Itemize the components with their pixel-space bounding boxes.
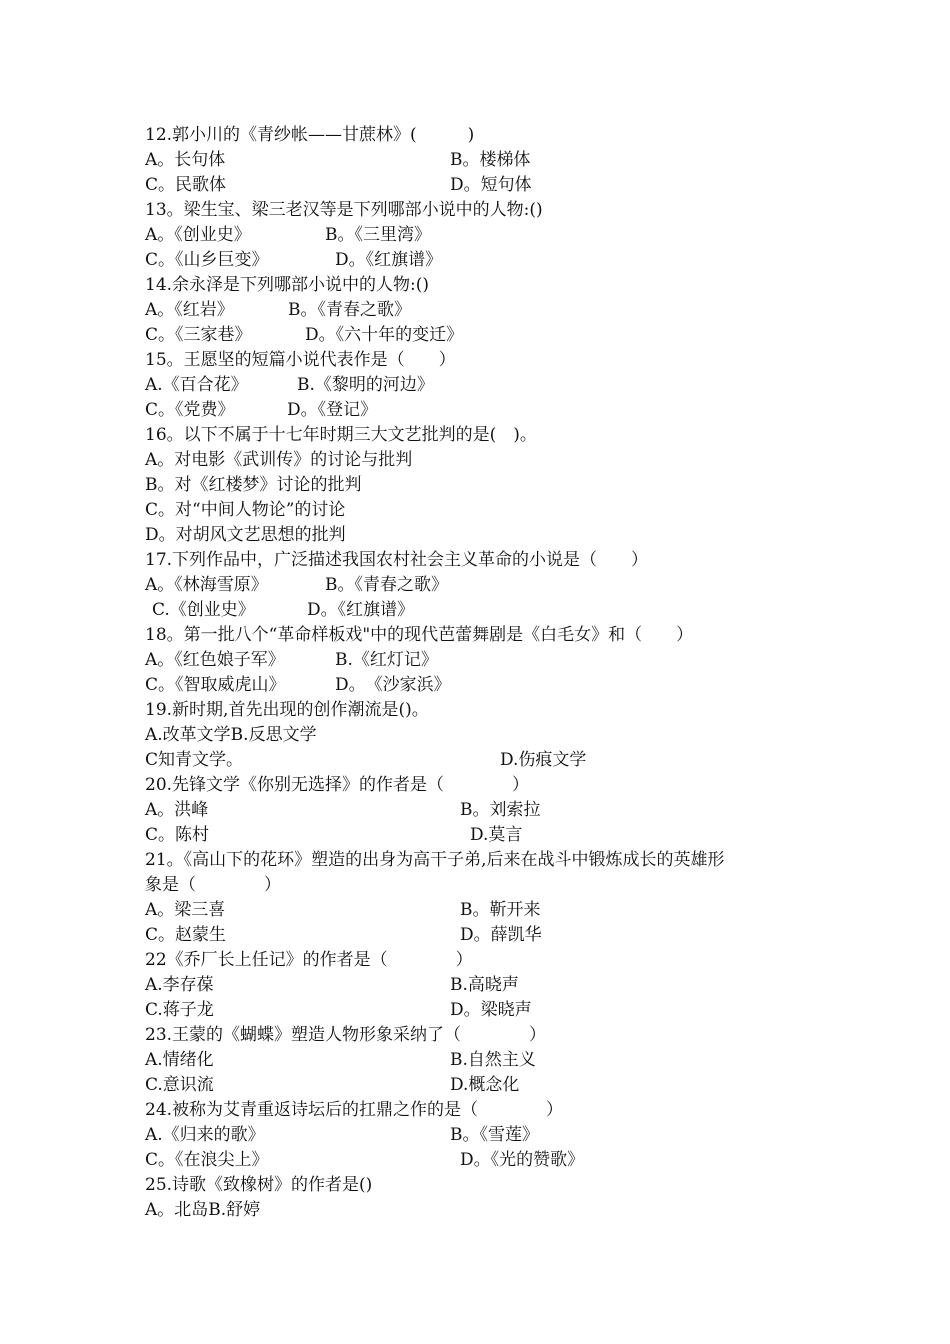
option-14-c: C。《三家巷》 bbox=[145, 325, 252, 345]
option-19-ab: A.改革文学B.反思文学 bbox=[145, 725, 317, 745]
question-13: 13。梁生宝、梁三老汉等是下列哪部小说中的人物:() bbox=[145, 200, 543, 220]
option-16-c: C。对“中间人物论”的讨论 bbox=[145, 500, 346, 520]
option-14-b: B。《青春之歌》 bbox=[288, 300, 411, 320]
question-16: 16。以下不属于十七年时期三大文艺批判的是( )。 bbox=[145, 425, 537, 445]
option-18-c: C。《智取威虎山》 bbox=[145, 675, 286, 695]
option-23-d: D.概念化 bbox=[450, 1075, 520, 1095]
question-21-cont: 象是（ ） bbox=[145, 875, 281, 895]
question-22: 22《乔厂长上任记》的作者是（ ） bbox=[145, 950, 473, 970]
question-24: 24.被称为艾青重返诗坛后的扛鼎之作的是（ ） bbox=[145, 1100, 564, 1120]
question-14: 14.余永泽是下列哪部小说中的人物:() bbox=[145, 275, 430, 295]
option-19-c: C知青文学。 bbox=[145, 750, 244, 770]
option-17-b: B。《青春之歌》 bbox=[325, 575, 448, 595]
option-24-b: B。《雪莲》 bbox=[450, 1125, 539, 1145]
option-22-b: B.高晓声 bbox=[450, 975, 519, 995]
option-24-d: D。《光的赞歌》 bbox=[460, 1150, 585, 1170]
option-13-b: B。《三里湾》 bbox=[325, 225, 431, 245]
option-21-d: D。薛凯华 bbox=[460, 925, 542, 945]
question-25: 25.诗歌《致橡树》的作者是() bbox=[145, 1175, 373, 1195]
option-19-d: D.伤痕文学 bbox=[500, 750, 587, 770]
question-20: 20.先锋文学《你别无选择》的作者是（ ） bbox=[145, 775, 530, 795]
option-14-d: D。《六十年的变迁》 bbox=[305, 325, 464, 345]
question-12: 12.郭小川的《青纱帐——甘蔗林》( ) bbox=[145, 125, 475, 145]
option-15-a: A.《百合花》 bbox=[145, 375, 248, 395]
option-20-c: C。陈村 bbox=[145, 825, 210, 845]
option-22-a: A.李存葆 bbox=[145, 975, 214, 995]
option-15-b: B.《黎明的河边》 bbox=[297, 375, 434, 395]
option-23-b: B.自然主义 bbox=[450, 1050, 536, 1070]
option-12-a: A。长句体 bbox=[145, 150, 226, 170]
option-18-a: A。《红色娘子军》 bbox=[145, 650, 285, 670]
question-17: 17.下列作品中，广泛描述我国农村社会主义革命的小说是（ ） bbox=[145, 550, 649, 570]
option-12-d: D。短句体 bbox=[450, 175, 532, 195]
option-16-a: A。对电影《武训传》的讨论与批判 bbox=[145, 450, 413, 470]
option-12-c: C。民歌体 bbox=[145, 175, 227, 195]
option-20-b: B。刘索拉 bbox=[460, 800, 541, 820]
option-21-b: B。靳开来 bbox=[460, 900, 541, 920]
option-13-c: C。《山乡巨变》 bbox=[145, 250, 269, 270]
option-21-c: C。赵蒙生 bbox=[145, 925, 227, 945]
option-24-c: C。《在浪尖上》 bbox=[145, 1150, 269, 1170]
option-14-a: A。《红岩》 bbox=[145, 300, 234, 320]
option-21-a: A。梁三喜 bbox=[145, 900, 226, 920]
option-20-d: D.莫言 bbox=[470, 825, 523, 845]
option-25-ab: A。北岛B.舒婷 bbox=[145, 1200, 261, 1220]
option-24-a: A.《归来的歌》 bbox=[145, 1125, 265, 1145]
question-23: 23.王蒙的《蝴蝶》塑造人物形象采纳了（ ） bbox=[145, 1025, 547, 1045]
question-21: 21。《高山下的花环》塑造的出身为高干子弟,后来在战斗中锻炼成长的英雄形 bbox=[145, 850, 725, 870]
option-17-a: A。《林海雪原》 bbox=[145, 575, 268, 595]
option-23-a: A.情绪化 bbox=[145, 1050, 214, 1070]
option-16-d: D。对胡风文艺思想的批判 bbox=[145, 525, 346, 545]
option-12-b: B。楼梯体 bbox=[450, 150, 531, 170]
option-18-d: D。 《沙家浜》 bbox=[335, 675, 451, 695]
option-15-c: C。《党费》 bbox=[145, 400, 235, 420]
option-17-c: C.《创业史》 bbox=[152, 600, 255, 620]
option-17-d: D。《红旗谱》 bbox=[307, 600, 415, 620]
option-18-b: B.《红灯记》 bbox=[335, 650, 438, 670]
option-16-b: B。对《红楼梦》讨论的批判 bbox=[145, 475, 362, 495]
option-22-d: D。梁晓声 bbox=[450, 1000, 532, 1020]
option-20-a: A。洪峰 bbox=[145, 800, 209, 820]
option-23-c: C.意识流 bbox=[145, 1075, 214, 1095]
question-15: 15。王愿坚的短篇小说代表作是（ ） bbox=[145, 350, 456, 370]
option-13-a: A。《创业史》 bbox=[145, 225, 251, 245]
question-18: 18。第一批八个“革命样板戏"中的现代芭蕾舞剧是《白毛女》和（ ） bbox=[145, 625, 694, 645]
option-13-d: D。《红旗谱》 bbox=[335, 250, 443, 270]
option-22-c: C.蒋子龙 bbox=[145, 1000, 214, 1020]
option-15-d: D。《登记》 bbox=[287, 400, 378, 420]
question-19: 19.新时期,首先出现的创作潮流是()。 bbox=[145, 700, 429, 720]
